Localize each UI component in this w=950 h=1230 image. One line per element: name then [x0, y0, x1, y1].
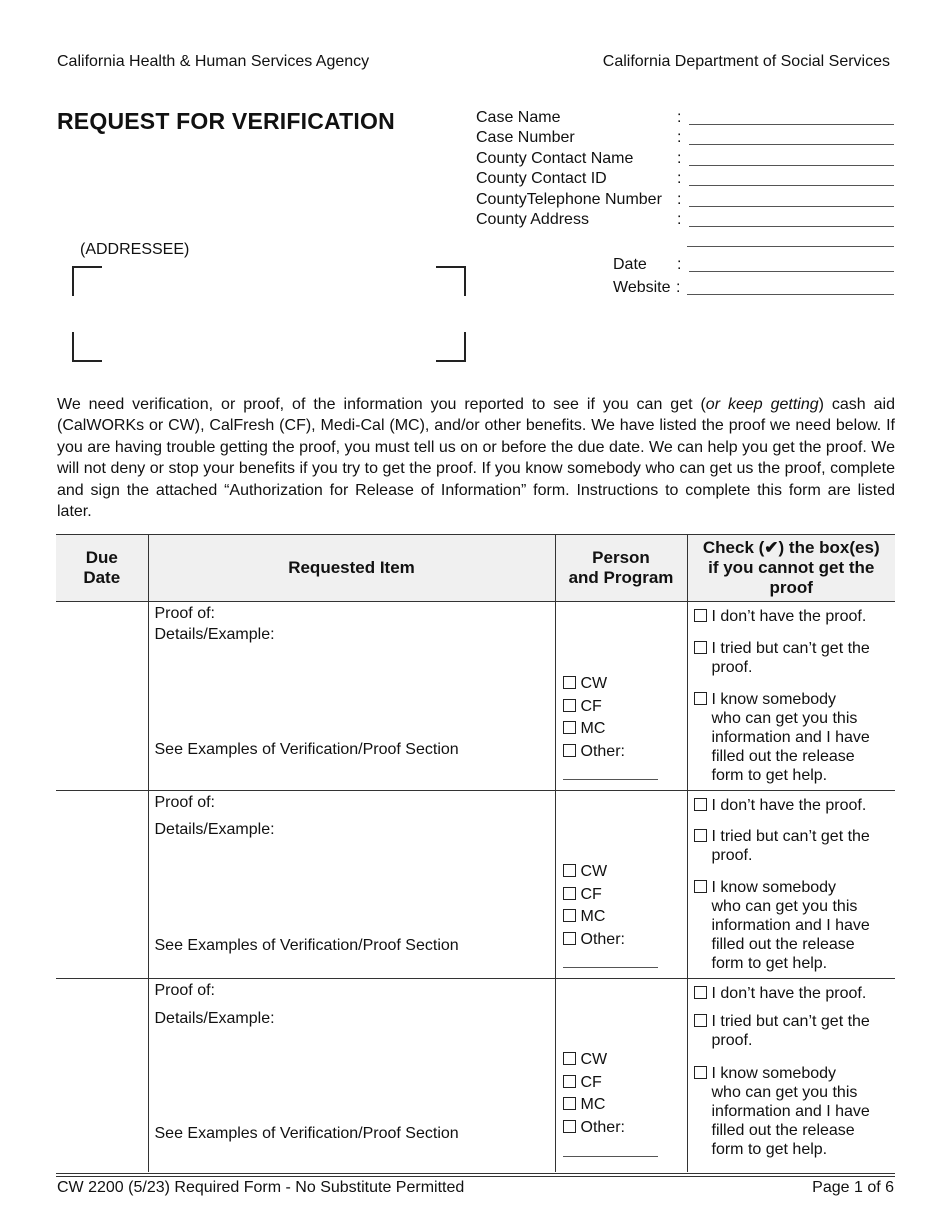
program-cell [555, 602, 687, 791]
due-date-cell[interactable] [56, 602, 148, 791]
person-program-header: Person and Program [555, 535, 687, 602]
other-checkbox[interactable]: Other: [563, 1117, 625, 1140]
form-number: CW 2200 (5/23) Required Form - No Substitute Permitted [57, 1179, 465, 1196]
program-cell [555, 979, 687, 1172]
requested-items-table [56, 534, 895, 1172]
intro-emphasis: or keep getting [705, 396, 819, 413]
case-name-line[interactable] [689, 124, 894, 125]
details-label: Details/Example: [154, 626, 275, 643]
intro-paragraph: We need verification, or proof, of the information you reported to see if you can get (or keep getting) cash aid (CalWORKs or CW), CalFresh (CF), Medi-Cal (MC), and/or other benefits. We have listed the proof we need below. If you are having trouble getting the proof, you must tell us on or before the due date. We can help you get the proof. We will not deny or stop your benefits if you try to get the proof. If you know somebody who can get us the proof, complete and sign the attached “Authorization for Release of Information” form. Instructions to complete this form are listed later. [57, 396, 895, 521]
see-examples-note: See Examples of Verification/Proof Section [154, 937, 459, 954]
county-contact-name-label: County Contact Name [476, 150, 634, 167]
county-telephone-field[interactable] [476, 191, 894, 211]
county-contact-id-field[interactable] [476, 170, 894, 190]
table-row [56, 791, 895, 979]
due-date-cell[interactable] [56, 979, 148, 1172]
date-line[interactable] [689, 271, 894, 272]
date-label: Date [613, 256, 647, 273]
date-field[interactable] [476, 256, 894, 276]
no-proof-option[interactable]: I don’t have the proof. [694, 607, 867, 626]
agency-name: California Health & Human Services Agency [57, 53, 370, 70]
corner-mark [436, 332, 466, 362]
colon: : [677, 109, 682, 126]
proof-of-label: Proof of: [154, 982, 215, 999]
tried-option[interactable]: I tried but can’t get the proof. [694, 639, 870, 677]
county-contact-id-label: County Contact ID [476, 170, 607, 187]
colon: : [677, 256, 682, 273]
other-checkbox[interactable]: Other: [563, 929, 625, 952]
other-program-line[interactable] [563, 1156, 658, 1157]
case-number-field[interactable] [476, 129, 894, 149]
colon: : [677, 211, 682, 228]
proof-of-label: Proof of: [154, 605, 215, 622]
table-row [56, 979, 895, 1172]
proof-of-label: Proof of: [154, 794, 215, 811]
website-label: Website [613, 279, 671, 296]
cw-checkbox[interactable]: CW [563, 861, 625, 884]
tried-option[interactable]: I tried but can’t get the proof. [694, 827, 870, 865]
requested-item-header: Requested Item [148, 535, 555, 602]
department-name: California Department of Social Services [602, 53, 890, 70]
know-somebody-option[interactable]: I know somebody who can get you this information and I have filled out the release form to get help. [694, 690, 870, 785]
cf-checkbox[interactable]: CF [563, 696, 625, 719]
colon: : [677, 129, 682, 146]
website-line[interactable] [687, 294, 894, 295]
cf-checkbox[interactable]: CF [563, 884, 625, 907]
county-address-line-2[interactable] [687, 246, 894, 247]
no-proof-option[interactable]: I don’t have the proof. [694, 796, 867, 815]
check-boxes-header: Check (✔) the box(es) if you cannot get the proof [687, 535, 895, 602]
see-examples-note: See Examples of Verification/Proof Section [154, 741, 459, 758]
county-address-label: County Address [476, 211, 589, 228]
options-cell [687, 791, 895, 979]
mc-checkbox[interactable]: MC [563, 718, 625, 741]
options-cell [687, 979, 895, 1172]
other-program-line[interactable] [563, 967, 658, 968]
case-name-label: Case Name [476, 109, 561, 126]
mc-checkbox[interactable]: MC [563, 1094, 625, 1117]
county-telephone-label: CountyTelephone Number [476, 191, 662, 208]
county-contact-id-line[interactable] [689, 185, 894, 186]
colon: : [676, 279, 681, 296]
county-address-line[interactable] [689, 226, 894, 227]
details-label: Details/Example: [154, 821, 275, 838]
county-contact-name-line[interactable] [689, 165, 894, 166]
other-program-line[interactable] [563, 779, 658, 780]
footer-rule [56, 1176, 895, 1177]
county-contact-name-field[interactable] [476, 150, 894, 170]
know-somebody-option[interactable]: I know somebody who can get you this information and I have filled out the release form to get help. [694, 878, 870, 973]
colon: : [677, 191, 682, 208]
corner-mark [72, 266, 102, 296]
county-address-field[interactable] [476, 211, 894, 231]
requested-item-cell[interactable] [148, 979, 555, 1172]
no-proof-option[interactable]: I don’t have the proof. [694, 984, 867, 1003]
requested-item-cell[interactable] [148, 602, 555, 791]
corner-mark [436, 266, 466, 296]
website-field[interactable] [476, 279, 894, 299]
due-date-header: Due Date [56, 535, 148, 602]
mc-checkbox[interactable]: MC [563, 906, 625, 929]
footer-rule [56, 1173, 895, 1174]
cw-checkbox[interactable]: CW [563, 673, 625, 696]
details-label: Details/Example: [154, 1010, 275, 1027]
addressee-label: (ADDRESSEE) [80, 241, 190, 258]
requested-item-cell[interactable] [148, 791, 555, 979]
colon: : [677, 150, 682, 167]
program-cell [555, 791, 687, 979]
due-date-cell[interactable] [56, 791, 148, 979]
corner-mark [72, 332, 102, 362]
case-number-label: Case Number [476, 129, 575, 146]
options-cell [687, 602, 895, 791]
tried-option[interactable]: I tried but can’t get the proof. [694, 1012, 870, 1050]
case-name-field[interactable] [476, 109, 894, 129]
see-examples-note: See Examples of Verification/Proof Section [154, 1125, 459, 1142]
county-telephone-line[interactable] [689, 206, 894, 207]
page-number: Page 1 of 6 [812, 1179, 894, 1196]
table-row [56, 602, 895, 791]
case-number-line[interactable] [689, 144, 894, 145]
form-title: REQUEST FOR VERIFICATION [57, 108, 395, 134]
cf-checkbox[interactable]: CF [563, 1072, 625, 1095]
other-checkbox[interactable]: Other: [563, 741, 625, 764]
colon: : [677, 170, 682, 187]
know-somebody-option[interactable]: I know somebody who can get you this information and I have filled out the release form to get help. [694, 1064, 870, 1159]
cw-checkbox[interactable]: CW [563, 1049, 625, 1072]
